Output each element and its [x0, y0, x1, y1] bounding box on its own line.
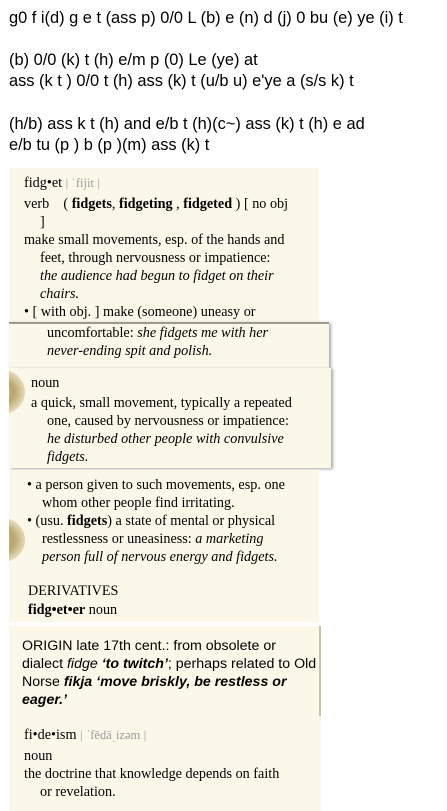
example: a marketing — [195, 531, 264, 547]
paren: ) — [235, 196, 241, 212]
pron-separator: | — [65, 176, 69, 190]
example: chairs. — [40, 286, 80, 302]
definition: uncomfortable: — [47, 325, 134, 341]
pron-separator: | — [97, 176, 100, 190]
comma: , — [176, 196, 180, 212]
example: fidgets. — [47, 449, 89, 465]
example: never-ending spit and polish. — [47, 343, 213, 359]
dictionary-card-origin — [9, 626, 321, 716]
definition: • [ with obj. ] make (someone) uneasy or — [24, 304, 256, 320]
inflection: fidgets — [71, 196, 112, 212]
grammar-note: [ no obj — [243, 196, 289, 212]
derivative-word: fidg•et•er — [28, 602, 86, 618]
origin-text: ; perhaps related to Old — [167, 656, 317, 672]
inflection: fidgeting — [118, 196, 173, 212]
pronunciation: ˈfijit — [71, 176, 94, 190]
origin-gloss: ‘to twitch’ — [101, 656, 168, 672]
dictionary-card-fideism — [9, 716, 321, 811]
comma: , — [111, 196, 116, 212]
dictionary-card-fidget-noun — [9, 368, 331, 468]
example: she fidgets me with her — [137, 325, 269, 341]
definition: whom other people find irritating. — [42, 495, 235, 511]
phonetic-line-5: e/b tu (p ) b (p )(m) ass (k) t — [9, 136, 210, 154]
inflection: fidgeted — [183, 196, 233, 212]
definition: the doctrine that knowledge depends on faith — [24, 766, 280, 782]
part-of-speech: verb — [24, 196, 50, 212]
part-of-speech: noun — [31, 375, 60, 391]
part-of-speech: noun — [24, 748, 53, 764]
section-label: DERIVATIVES — [28, 583, 119, 599]
origin-gloss: eager.’ — [22, 692, 67, 708]
example: the audience had begun to fidget on their — [40, 268, 274, 284]
paren: ( — [63, 196, 69, 212]
origin-text: dialect — [22, 656, 64, 672]
definition: or revelation. — [40, 784, 116, 800]
phonetic-line-1: g0 f i(d) g e t (ass p) 0/0 L (b) e (n) d (j) 0 bu (e) ye (i) t — [9, 9, 403, 27]
page-curl-decoration — [9, 518, 25, 562]
definition: ) a state of mental or physical — [107, 513, 276, 529]
dictionary-card-fidget-noun-senses — [9, 470, 319, 570]
section-label: ORIGIN — [22, 638, 73, 654]
part-of-speech: noun — [88, 602, 118, 618]
dictionary-card-fidget-verb — [9, 168, 319, 326]
inflection: fidgets — [67, 513, 108, 529]
phonetic-line-4: (h/b) ass k t (h) and e/b t (h)(c~) ass (k) t (h) e ad — [9, 115, 365, 133]
definition: make small movements, esp. of the hands and — [24, 232, 285, 248]
dictionary-card-fidget-verb-cont — [9, 322, 329, 368]
definition: • (usu. — [27, 513, 64, 529]
headword: fidg•et — [24, 175, 63, 191]
dictionary-card-derivatives — [9, 570, 319, 622]
definition: restlessness or uneasiness: — [42, 531, 192, 547]
definition: • a person given to such movements, esp. one — [27, 477, 285, 493]
origin-text: late 17th cent.: from obsolete or — [76, 638, 276, 654]
definition: a quick, small movement, typically a repeated — [31, 395, 292, 411]
phonetic-line-3: ass (k t ) 0/0 t (h) ass (k) t (u/b u) e'ye a (s/s k) t — [9, 72, 354, 90]
definition: one, caused by nervousness or impatience: — [47, 413, 289, 429]
origin-text: Norse — [22, 674, 60, 690]
definition: feet, through nervousness or impatience: — [40, 250, 271, 266]
grammar-note-end: ] — [40, 214, 45, 230]
example: he disturbed other people with convulsive — [47, 431, 284, 447]
page-curl-decoration — [9, 370, 25, 414]
pron-separator: | — [80, 728, 83, 742]
origin-word: fikja — [63, 674, 93, 690]
example: person full of nervous energy and fidgets. — [42, 549, 278, 565]
phonetic-line-2: (b) 0/0 (k) t (h) e/m p (0) Le (ye) at — [9, 51, 258, 69]
headword: fi•de•ism — [24, 727, 77, 743]
origin-word: fidge — [66, 656, 98, 672]
origin-gloss: ‘move briskly, be restless or — [96, 674, 287, 690]
pron-separator: | — [143, 728, 147, 742]
pronunciation: ˈfēdāˌizəm — [86, 728, 141, 742]
